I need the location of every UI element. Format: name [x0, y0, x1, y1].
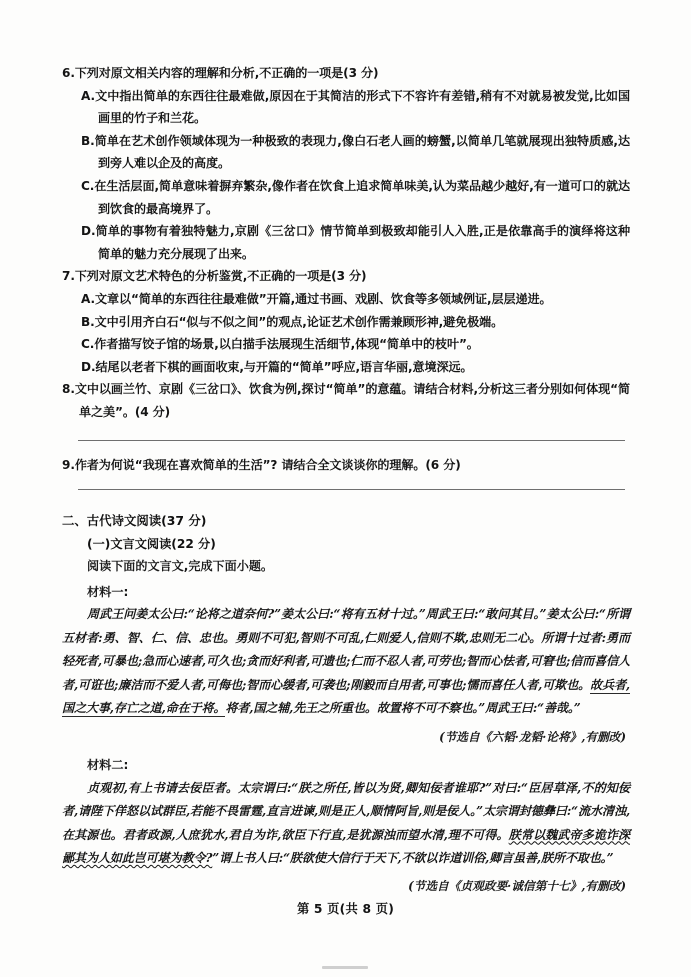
material-two-part-b: ”谓上书人曰:“朕欲使大信行于天下,不欲以诈道训俗,卿言虽善,朕所不取也。”: [212, 850, 614, 865]
option-key: A.: [81, 291, 95, 306]
option-key: B.: [81, 133, 95, 148]
question-7-option-a: [62, 288, 630, 311]
material-one-passage: [62, 603, 630, 720]
answer-rule-line-top: [78, 440, 625, 441]
question-9-stem-text: 作者为何说“我现在喜欢简单的生活”? 请结合全文谈谈你的理解。(6 分): [74, 457, 461, 472]
material-one-source: (节选自《六韬·龙韬·论将》,有删改): [439, 729, 626, 744]
option-key: B.: [81, 314, 95, 329]
question-6-option-d: [62, 220, 630, 265]
material-one-label: 材料一:: [87, 584, 129, 599]
scan-edge-mark: [322, 966, 368, 969]
page-footer: 第 5 页(共 8 页): [296, 902, 395, 916]
option-text: 文中指出简单的东西往往最难做,原因在于其简洁的形式下不容许有差错,稍有不对就易被发觉,比如国画里的竹子和兰花。: [94, 88, 630, 126]
material-one-part-b: 将者,国之辅,先王之所重也。故置将不可不察也。”周武王曰:“善哉。”: [225, 701, 581, 716]
material-two-source: (节选自《贞观政要·诚信第十七》,有删改): [408, 879, 626, 894]
option-text: 简单的事物有着独特魅力,京剧《三岔口》情节简单到极致却能引人入胜,正是依靠高手的演绎将这种简单的魅力充分展现了出来。: [95, 224, 630, 261]
page-content: [62, 62, 630, 898]
material-two-label: 材料二:: [87, 758, 129, 773]
reading-instruction: 阅读下面的文言文,完成下面小题。: [87, 559, 274, 574]
question-6-number: 6.: [62, 66, 75, 80]
question-7-stem-text: 下列对原文艺术特色的分析鉴赏,不正确的一项是(3 分): [74, 269, 367, 284]
question-8-number: 8.: [62, 382, 75, 397]
question-6-option-a: [62, 85, 630, 130]
material-two-part-a: 贞观初,有上书请去佞臣者。太宗谓曰:“朕之所任,皆以为贤,卿知佞者谁耶?”对曰:“臣居草泽,不的知佞者,请陛下佯怒以试群臣,若能不畏雷霆,直言进谏,则是正人,顺情阿旨,则是佞人。”太宗谓封德彝曰:“流水清浊,在其源也。君者政源,人庶犹水,君自为诈,欲臣下行直,是犹源浊而望水清,理不可得。: [62, 780, 630, 842]
option-key: A.: [81, 88, 95, 103]
question-9-stem: [62, 454, 630, 477]
question-9-block: [62, 440, 630, 491]
question-7-number: 7.: [62, 269, 75, 284]
answer-rule-line-bottom: [78, 489, 625, 490]
option-text: 简单在艺术创作领域体现为一种极致的表现力,像白石老人画的螃蟹,以简单几笔就展现出独特质感,达到旁人难以企及的高度。: [94, 133, 630, 171]
material-one-underlined-sentence: 故兵者,国之大事,存亡之道,命在于将。: [62, 677, 630, 716]
section-two-heading: 二、古代诗文阅读(37 分): [62, 513, 207, 529]
option-text: 作者描写饺子馆的场景,以白描手法展现生活细节,体现“简单中的枝叶”。: [94, 337, 479, 352]
option-key: D.: [81, 359, 96, 374]
question-8-stem: [62, 378, 630, 423]
option-text: 在生活层面,简单意味着摒弃繁杂,像作者在饮食上追求简单味美,认为菜品越少越好,有一道可口的就达到饮食的最高境界了。: [94, 178, 630, 216]
material-two-underlined-sentence: 朕常以魏武帝多诡诈深鄙其为人如此岂可堪为教令?: [62, 827, 630, 865]
question-6-stem-text: 下列对原文相关内容的理解和分析,不正确的一项是(3 分): [74, 66, 379, 80]
option-key: C.: [81, 337, 95, 352]
material-two-passage: [62, 777, 630, 871]
section-two-subheading: (一)文言文阅读(22 分): [87, 536, 216, 551]
material-one-part-a: 周武王问姜太公曰:“论将之道奈何?”姜太公曰:“将有五材十过。”周武王曰:“敢问其目。”姜太公曰:“所谓五材者:勇、智、仁、信、忠也。勇则不可犯,智则不可乱,仁则爱人,信则不欺,忠则无二心。所谓十过者:勇而轻死者,可暴也;急而心速者,可久也;贪而好利者,可遗也;仁而不忍人者,可劳也;智而心怯者,可窘也;信而喜信人者,可诳也;廉洁而不爱人者,可侮也;智而心缓者,可袭也;刚毅而自用者,可事也;懦而喜任人者,可欺也。: [62, 607, 630, 692]
question-8-stem-text: 文中以画兰竹、京剧《三岔口》、饮食为例,探讨“简单”的意蕴。请结合材料,分析这三者分别如何体现“简单之美”。(4 分): [74, 382, 630, 419]
question-7-stem: [62, 265, 630, 288]
option-key: C.: [81, 178, 95, 193]
question-7-option-d: [62, 356, 630, 379]
question-7-option-b: [62, 311, 630, 334]
question-7-option-c: [62, 333, 630, 356]
question-6-option-c: [62, 175, 630, 220]
option-text: 文章以“简单的东西往往最难做”开篇,通过书画、戏剧、饮食等多领域例证,层层递进。: [94, 291, 552, 306]
option-key: D.: [81, 224, 96, 239]
question-6-option-b: [62, 130, 630, 175]
option-text: 文中引用齐白石“似与不似之间”的观点,论证艺术创作需兼顾形神,避免极端。: [94, 314, 504, 329]
question-6-stem: [62, 62, 630, 85]
question-9-number: 9.: [62, 457, 75, 472]
option-text: 结尾以老者下棋的画面收束,与开篇的“简单”呼应,语言华丽,意境深远。: [95, 359, 473, 374]
